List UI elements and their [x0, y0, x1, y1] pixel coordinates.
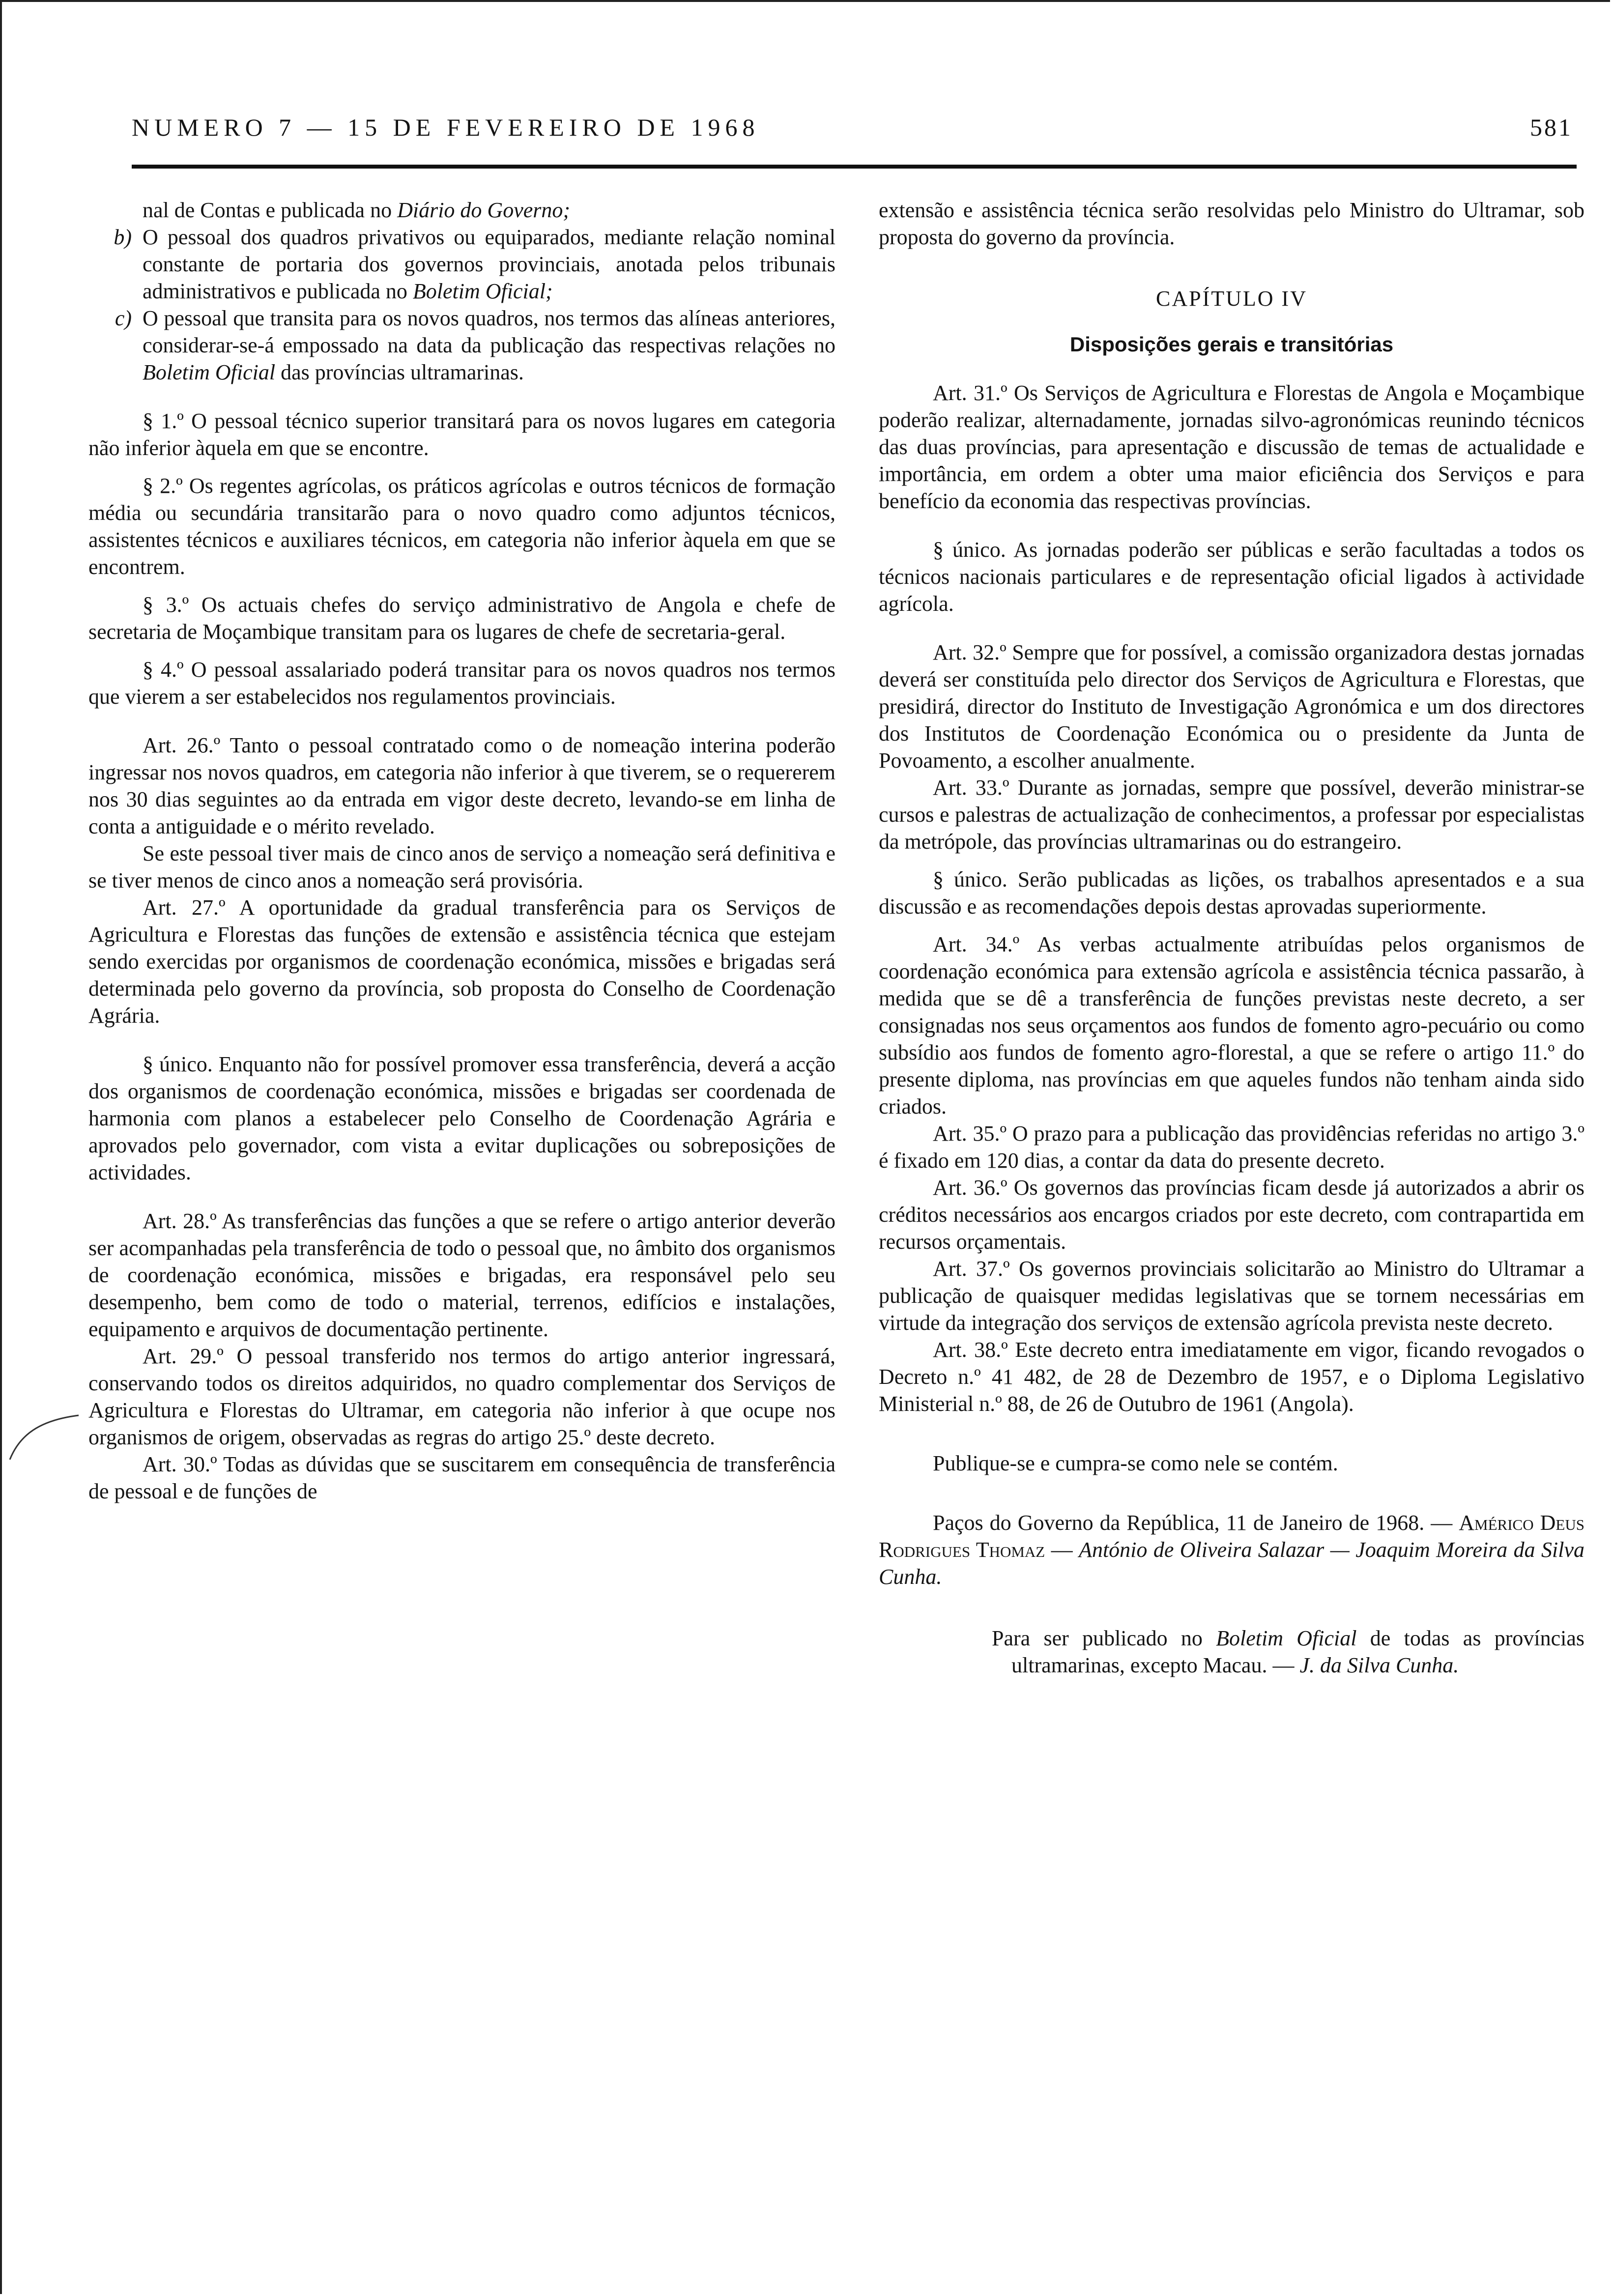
- article-32: Art. 32.º Sempre que for possível, a comissão organizadora destas jornadas deverá ser constituída pelo director dos Serviços de Agricultura e Florestas, que presidirá, director do Instituto de Investigação Agronómica e um dos directores dos Institutos de Coordenação Económica ou o presidente da Junta de Povoamento, a escolher anualmente.: [879, 640, 1584, 773]
- margin-pencil-mark: [0, 1406, 84, 1464]
- article-29: Art. 29.º O pessoal transferido nos termos do artigo anterior ingressará, conservando todos os direitos adquiridos, no quadro complementar dos Serviços de Agricultura e Florestas do Ultramar, em categoria não inferior à que ocupe nos organismos de origem, observadas as regras do artigo 25.º deste decreto.: [88, 1344, 835, 1449]
- paragraph-s3: § 3.º Os actuais chefes do serviço administrativo de Angola e chefe de secretaria de Moçambique transitam para os lugares de chefe de secretaria-geral.: [88, 593, 835, 644]
- page-number: 581: [1530, 114, 1573, 141]
- article-27-unico: § único. Enquanto não for possível promover essa transferência, deverá a acção dos organismos de coordenação económica, missões e brigadas ser coordenada de harmonia com planos a estabelecer pelo Conselho de Coordenação Agrária e aprovados pelo governador, com vista a evitar duplicações ou sobreposições de actividades.: [88, 1052, 835, 1184]
- paragraph-s4: § 4.º O pessoal assalariado poderá transitar para os novos quadros nos termos que vierem a ser estabelecidos nos regulamentos provinciais.: [88, 658, 835, 709]
- list-item-c: [88, 305, 835, 386]
- article-30: Art. 30.º Todas as dúvidas que se suscitarem em consequência de transferência de pessoal e de funções de: [88, 1452, 835, 1503]
- item-c-tail: das províncias ultramarinas.: [275, 360, 524, 384]
- article-31: Art. 31.º Os Serviços de Agricultura e Florestas de Angola e Moçambique poderão realizar, alternadamente, jornadas silvo-agronómicas reunindo técnicos das duas províncias, para apresentação e discussão de temas de actualidade e importância, em ordem a obter uma maior eficiência dos Serviços e para benefício da economia das respectivas províncias.: [879, 381, 1584, 513]
- chapter-title: Disposições gerais e transitórias: [1069, 333, 1394, 356]
- article-33: Art. 33.º Durante as jornadas, sempre que possível, deverão ministrar-se cursos e palestras de actualização de conhecimentos, a professar por especialistas da metrópole, das províncias ultramarinas ou do estrangeiro.: [879, 775, 1584, 854]
- article-31-unico: § único. As jornadas poderão ser públicas e serão facultadas a todos os técnicos nacionais particulares e de representação oficial ligados à actividade agrícola.: [879, 538, 1584, 616]
- left-column: [88, 197, 835, 1505]
- article-30-cont: extensão e assistência técnica serão resolvidas pelo Ministro do Ultramar, sob proposta do governo da província.: [879, 198, 1584, 249]
- article-38: Art. 38.º Este decreto entra imediatamente em vigor, ficando revogados o Decreto n.º 41 482, de 28 de Dezembro de 1957, e o Diploma Legislativo Ministerial n.º 88, de 26 de Outubro de 1961 (Angola).: [879, 1338, 1584, 1416]
- item-c-label: c): [115, 306, 132, 330]
- header-rule: [132, 165, 1577, 169]
- header-title: NUMERO 7 — 15 DE FEVEREIRO DE 1968: [132, 114, 760, 141]
- item-b-label: b): [114, 225, 132, 249]
- article-26: Art. 26.º Tanto o pessoal contratado como o de nomeação interina poderão ingressar nos novos quadros, em categoria não inferior à que tiverem, se o requererem nos 30 dias seguintes ao da entrada em vigor deste decreto, levando-se em linha de conta a antiguidade e o mérito revelado.: [88, 733, 835, 838]
- item-c-italic: Boletim Oficial: [143, 360, 276, 384]
- item-a-italic: Diário do Governo;: [397, 198, 571, 222]
- pacos-text: Paços do Governo da República, 11 de Janeiro de 1968. —: [933, 1511, 1459, 1535]
- item-b-italic: Boletim Oficial;: [412, 279, 553, 303]
- article-28: Art. 28.º As transferências das funções a que se refere o artigo anterior deverão ser acompanhadas pela transferência de todo o pessoal que, no âmbito dos organismos de coordenação económica, missões e brigadas, era responsável pelo seu desempenho, bem como de todo o material, terrenos, edifícios e instalações, equipamento e arquivos de documentação pertinente.: [88, 1209, 835, 1341]
- article-37: Art. 37.º Os governos provinciais solicitarão ao Ministro do Ultramar a publicação de quaisquer medidas legislativas que se tornem necessárias em virtude da integração dos serviços de extensão agrícola prevista neste decreto.: [879, 1257, 1584, 1335]
- publication-note-post: de todas as províncias ultramarinas, excepto Macau. —: [1011, 1626, 1585, 1677]
- paragraph-s2: § 2.º Os regentes agrícolas, os práticos agrícolas e outros técnicos de formação média ou secundária transitarão para o novo quadro como adjuntos técnicos, assistentes técnicos e auxiliares técnicos, em categoria não inferior àquela em que se encontrem.: [88, 474, 835, 579]
- item-b-text: O pessoal dos quadros privativos ou equiparados, mediante relação nominal constante de portaria dos governos provinciais, anotada pelos tribunais administrativos e publicada no: [143, 225, 835, 303]
- publique-se: Publique-se e cumpra-se como nele se contém.: [933, 1451, 1338, 1475]
- right-column: [879, 197, 1584, 1679]
- publication-note-signature: J. da Silva Cunha.: [1299, 1653, 1459, 1677]
- page-header: [132, 113, 1573, 152]
- paragraph-s1: § 1.º O pessoal técnico superior transitará para os novos lugares em categoria não inferior àquela em que se encontre.: [88, 409, 835, 460]
- item-c-text: O pessoal que transita para os novos quadros, nos termos das alíneas anteriores, considerar-se-á empossado na data da publicação das respectivas relações no: [143, 306, 835, 357]
- publication-note-italic: Boletim Oficial: [1216, 1626, 1357, 1650]
- chapter-heading: CAPÍTULO IV: [1156, 287, 1307, 311]
- article-35: Art. 35.º O prazo para a publicação das providências referidas no artigo 3.º é fixado em 120 dias, a contar da data do presente decreto.: [879, 1121, 1584, 1173]
- publication-note-pre: Para ser publicado no: [992, 1626, 1216, 1650]
- signature-block: [879, 1509, 1584, 1590]
- item-a-text: nal de Contas e publicada no: [143, 198, 398, 222]
- publication-note: [938, 1625, 1584, 1679]
- signatory-separator: —: [1045, 1538, 1079, 1562]
- list-item-b: [88, 224, 835, 305]
- article-33-unico: § único. Serão publicadas as lições, os trabalhos apresentados e a sua discussão e as recomendações depois destas aprovadas superiormente.: [879, 867, 1584, 918]
- article-34: Art. 34.º As verbas actualmente atribuídas pelos organismos de coordenação económica para extensão agrícola e assistência técnica passarão, à medida que se dê a transferência de funções previstas neste decreto, a ser consignadas nos seus orçamentos aos fundos de fomento agro-pecuário ou como subsídio aos fundos de fomento agro-florestal, a que se refere o artigo 11.º do presente diploma, nas províncias em que aqueles fundos não tenham ainda sido criados.: [879, 932, 1584, 1119]
- article-27: Art. 27.º A oportunidade da gradual transferência para os Serviços de Agricultura e Florestas das funções de extensão e assistência técnica que estejam sendo exercidas por organismos de coordenação económica, missões e brigadas será determinada pelo governo da província, sob proposta do Conselho de Coordenação Agrária.: [88, 895, 835, 1028]
- list-item-a: [88, 197, 835, 224]
- signatory-president: Américo Deus Rodrigues Thomaz: [879, 1511, 1584, 1562]
- article-36: Art. 36.º Os governos das províncias ficam desde já autorizados a abrir os créditos necessários aos encargos criados por este decreto, com contrapartida em recursos orçamentais.: [879, 1176, 1584, 1254]
- signatories-ministers: António de Oliveira Salazar — Joaquim Moreira da Silva Cunha.: [879, 1538, 1585, 1589]
- article-26-cont: Se este pessoal tiver mais de cinco anos de serviço a nomeação será definitiva e se tiver menos de cinco anos a nomeação será provisória.: [88, 841, 835, 892]
